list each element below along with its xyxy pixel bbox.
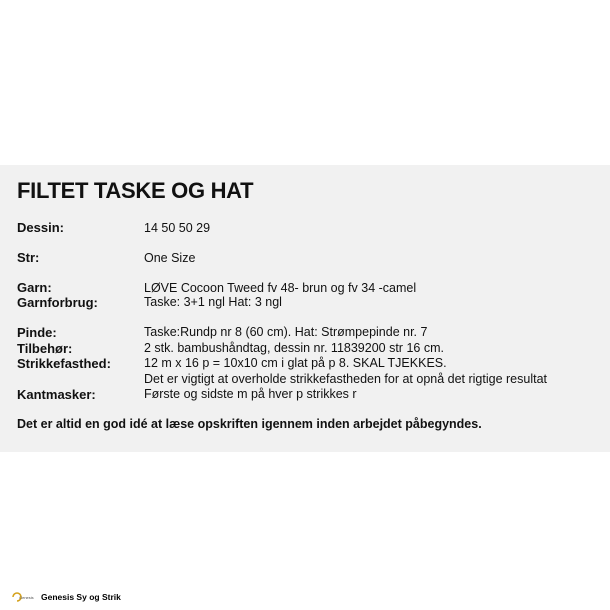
read-pattern-note: Det er altid en god idé at læse opskriften igennem inden arbejdet påbegyndes. <box>17 417 482 431</box>
gauge-note: Det er vigtigt at overholde strikkefastheden for at opnå det rigtige resultat <box>144 372 548 386</box>
gauge-value: 12 m x 16 p = 10x10 cm i glat på p 8. SKAL TJEKKES. <box>144 356 447 370</box>
yarn-value: LØVE Cocoon Tweed fv 48- brun og fv 34 -camel <box>144 281 417 295</box>
edge-stitches-value: Første og sidste m på hver p strikkes r <box>144 387 357 401</box>
dessin-value: 14 50 50 29 <box>144 221 211 235</box>
size-value: One Size <box>144 251 196 265</box>
brand-name[interactable]: Genesis Sy og Strik <box>41 592 121 602</box>
gauge-label: Strikkefasthed: <box>17 356 111 371</box>
footer <box>11 590 121 604</box>
accessories-value: 2 stk. bambushåndtag, dessin nr. 11839200 str 16 cm. <box>144 341 444 355</box>
logo-text: Genesis <box>19 595 34 600</box>
yarn-label: Garn: <box>17 280 52 295</box>
edge-stitches-label: Kantmasker: <box>17 387 96 402</box>
genesis-logo <box>11 591 35 603</box>
needles-value: Taske:Rundp nr 8 (60 cm). Hat: Strømpepinde nr. 7 <box>144 325 428 339</box>
dessin-label: Dessin: <box>17 220 64 235</box>
accessories-label: Tilbehør: <box>17 341 73 356</box>
yarn-amount-label: Garnforbrug: <box>17 295 98 310</box>
needles-label: Pinde: <box>17 325 57 340</box>
page-title: FILTET TASKE OG HAT <box>17 178 254 203</box>
size-label: Str: <box>17 250 40 265</box>
yarn-amount-value: Taske: 3+1 ngl Hat: 3 ngl <box>144 295 282 309</box>
